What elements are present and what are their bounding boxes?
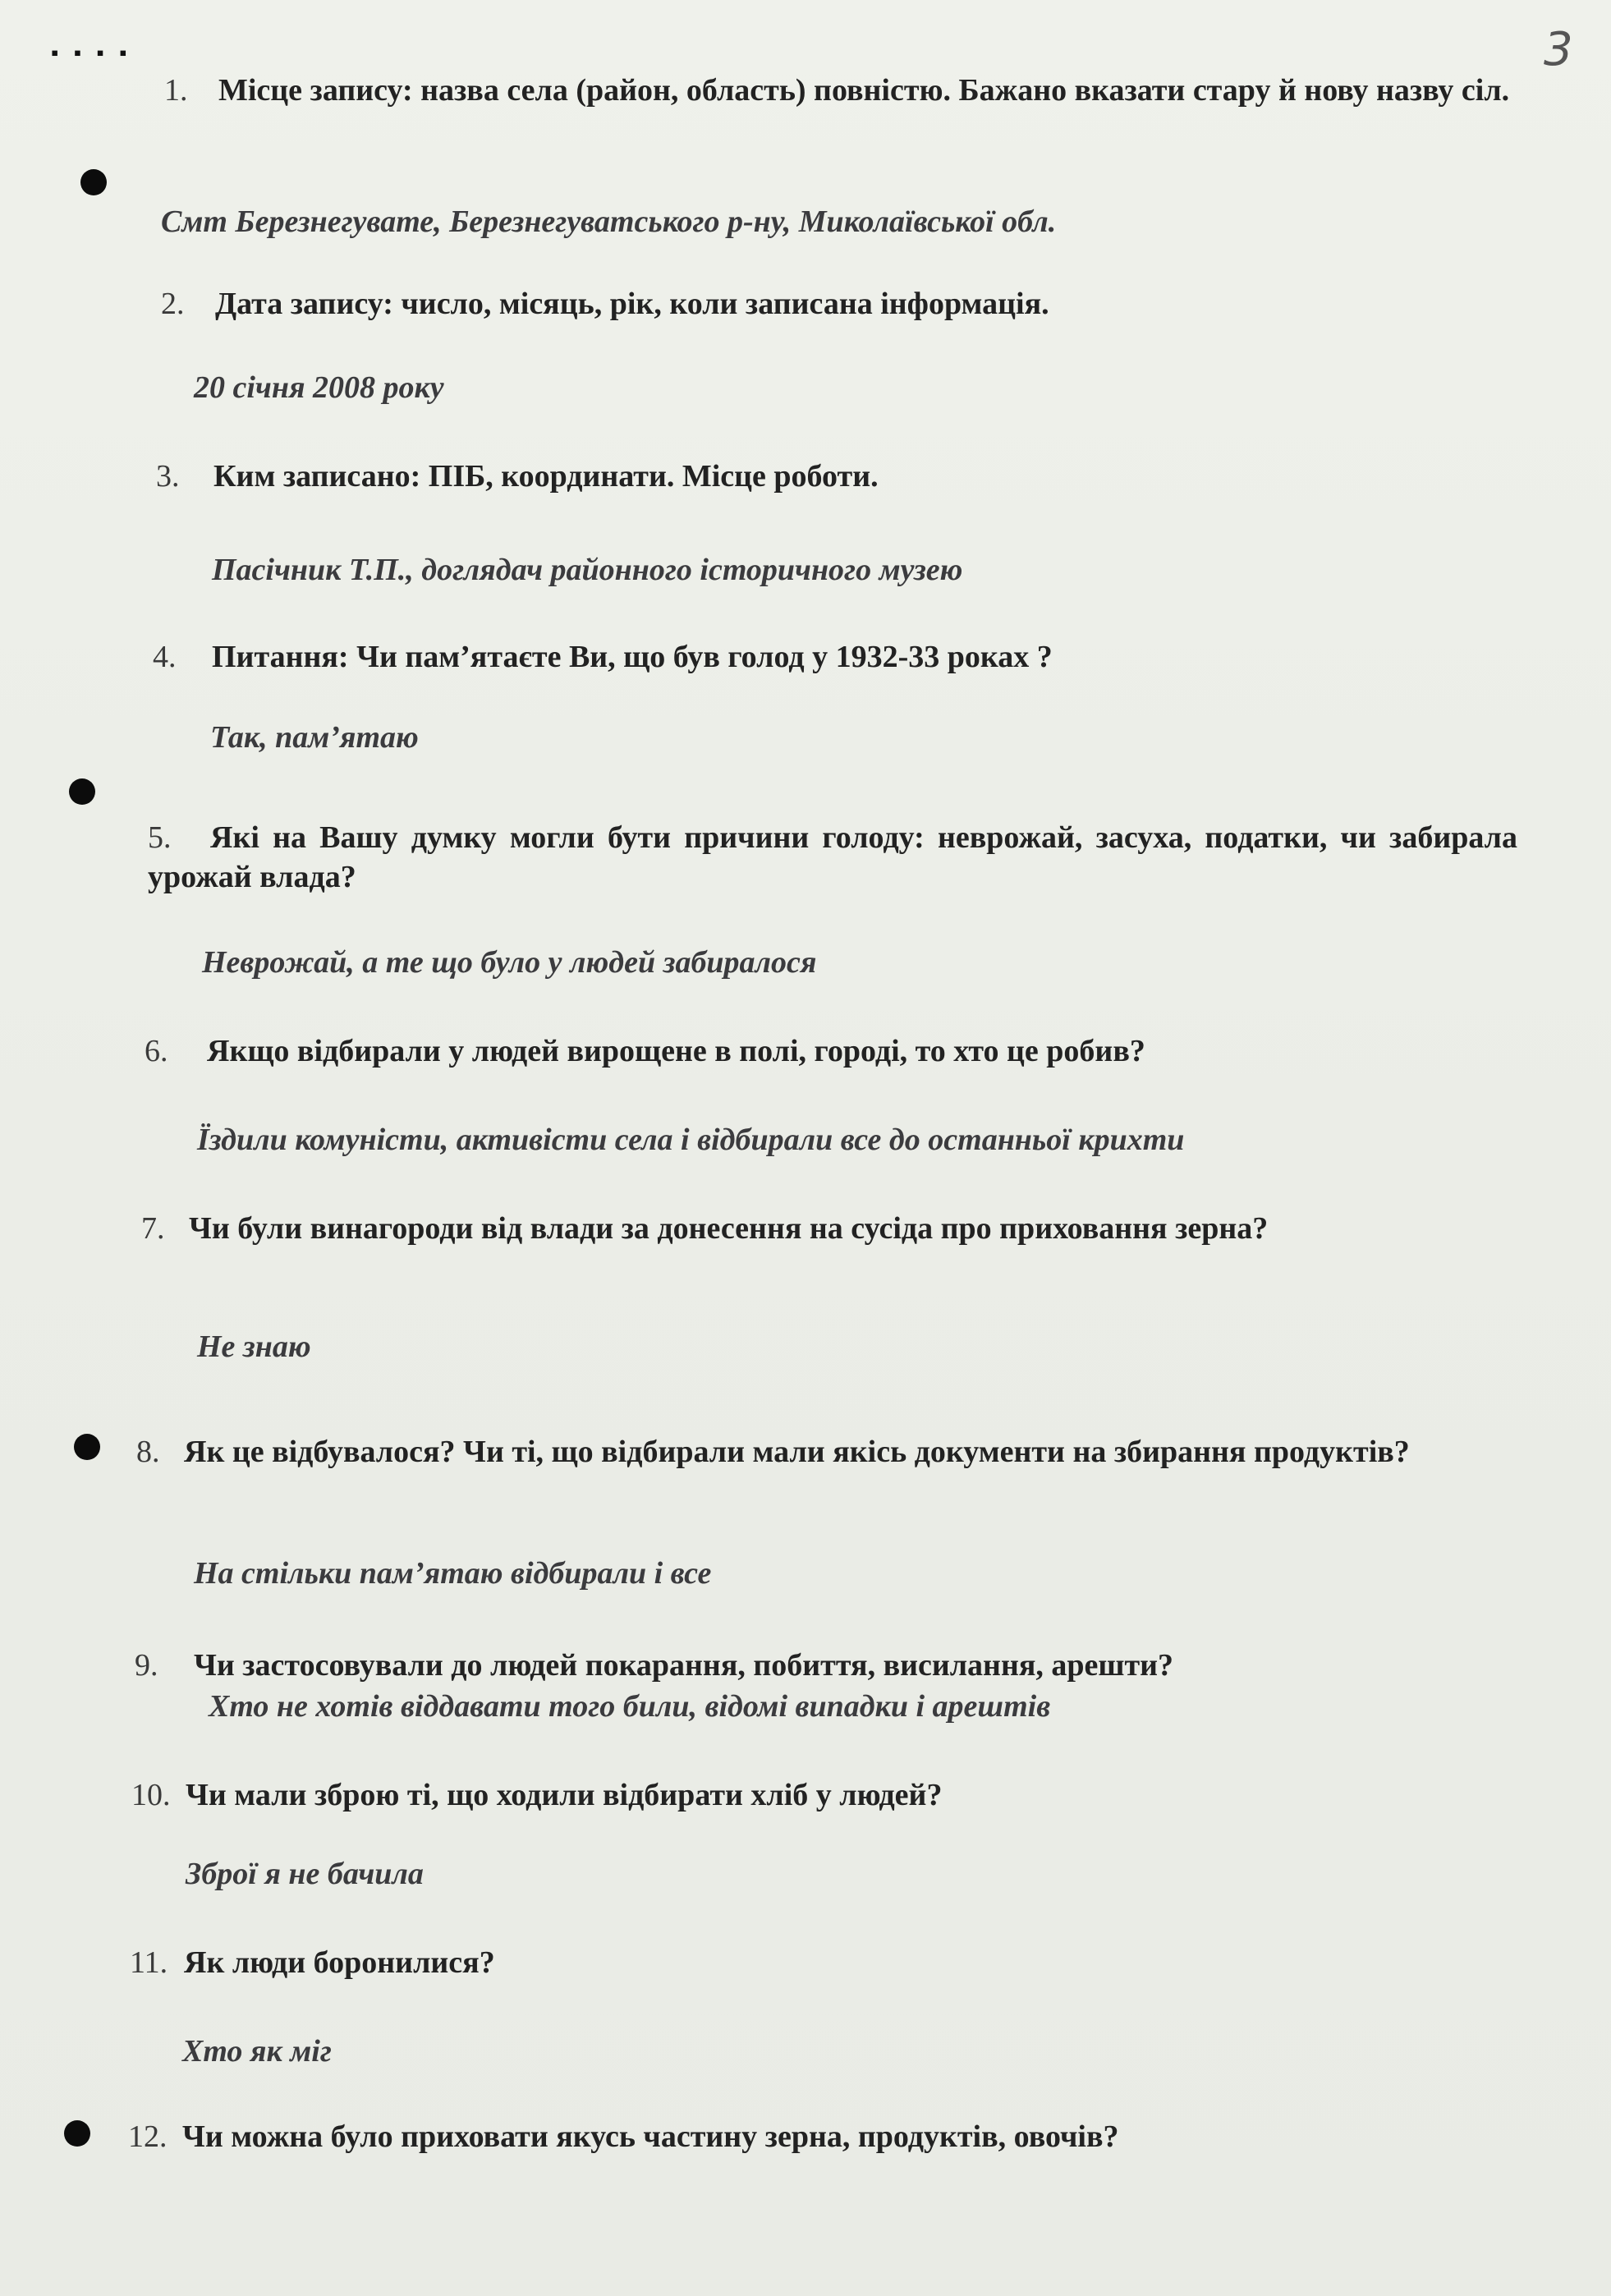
question-number: 10.	[131, 1778, 171, 1812]
question-text: Ким записано: ПІБ, координати. Місце роботи.	[213, 459, 879, 494]
answer-8: На стільки пам’ятаю відбирали і все	[194, 1556, 712, 1591]
question-text: Які на Вашу думку могли бути причини голоду: неврожай, засуха, податки, чи забирала урожай влада?	[148, 820, 1517, 894]
answer-7: Не знаю	[197, 1329, 311, 1364]
question-9	[135, 1646, 1531, 1685]
question-number: 6.	[145, 1034, 168, 1068]
question-4	[153, 637, 1532, 677]
punch-hole	[64, 2120, 90, 2147]
answer-3: Пасічник Т.П., доглядач районного історичного музею	[212, 553, 963, 587]
corner-marks: ▪ ▪ ▪ ▪	[51, 41, 132, 65]
question-text: Чи застосовували до людей покарання, побиття, висилання, арешти?	[194, 1648, 1174, 1683]
question-8	[136, 1432, 1517, 1472]
punch-hole	[80, 169, 107, 195]
question-1	[164, 71, 1527, 110]
punch-hole	[69, 778, 95, 805]
question-2	[161, 284, 1524, 324]
punch-hole	[74, 1434, 100, 1460]
question-number: 12.	[128, 2119, 168, 2154]
question-text: Як це відбувалося? Чи ті, що відбирали мали якісь документи на збирання продуктів?	[184, 1435, 1410, 1469]
question-number: 5.	[148, 820, 172, 855]
question-text: Питання: Чи пам’ятаєте Ви, що був голод у 1932-33 роках ?	[212, 640, 1053, 674]
question-text: Чи мали зброю ті, що ходили відбирати хліб у людей?	[186, 1778, 943, 1812]
question-number: 4.	[153, 640, 177, 674]
question-number: 1.	[164, 73, 188, 108]
question-6	[145, 1031, 1524, 1071]
answer-11: Хто як міг	[182, 2034, 332, 2069]
answer-4: Так, пам’ятаю	[210, 720, 419, 755]
question-number: 3.	[156, 459, 180, 494]
question-text: Як люди боронилися?	[184, 1945, 495, 1980]
answer-5: Неврожай, а те що було у людей забиралося	[202, 945, 817, 980]
question-5	[148, 818, 1517, 897]
answer-2: 20 січня 2008 року	[194, 370, 444, 405]
answer-6: Їздили комуністи, активісти села і відбирали все до останньої крихти	[197, 1123, 1185, 1157]
question-number: 2.	[161, 287, 185, 321]
answer-1: Смт Березнегувате, Березнегуватського р-ну, Миколаївської обл.	[161, 204, 1057, 239]
question-text: Дата запису: число, місяць, рік, коли записана інформація.	[215, 287, 1049, 321]
answer-10: Зброї я не бачила	[186, 1857, 424, 1891]
question-number: 11.	[130, 1945, 168, 1980]
question-10	[131, 1775, 1527, 1815]
question-text: Чи були винагороди від влади за донесення на сусіда про приховання зерна?	[189, 1211, 1269, 1246]
question-3	[156, 457, 1519, 496]
question-12	[128, 2117, 1540, 2156]
answer-9: Хто не хотів віддавати того били, відомі випадки і арештів	[209, 1689, 1051, 1724]
question-7	[141, 1209, 1517, 1248]
question-text: Якщо відбирали у людей вирощене в полі, городі, то хто це робив?	[207, 1034, 1145, 1068]
question-number: 8.	[136, 1435, 160, 1469]
question-text: Чи можна було приховати якусь частину зерна, продуктів, овочів?	[182, 2119, 1119, 2154]
question-11	[130, 1943, 1526, 1982]
page-number: 3	[1544, 23, 1573, 76]
question-number: 7.	[141, 1211, 165, 1246]
question-number: 9.	[135, 1648, 158, 1683]
question-text: Місце запису: назва села (район, область) повністю. Бажано вказати стару й нову назву сіл.	[218, 73, 1510, 108]
